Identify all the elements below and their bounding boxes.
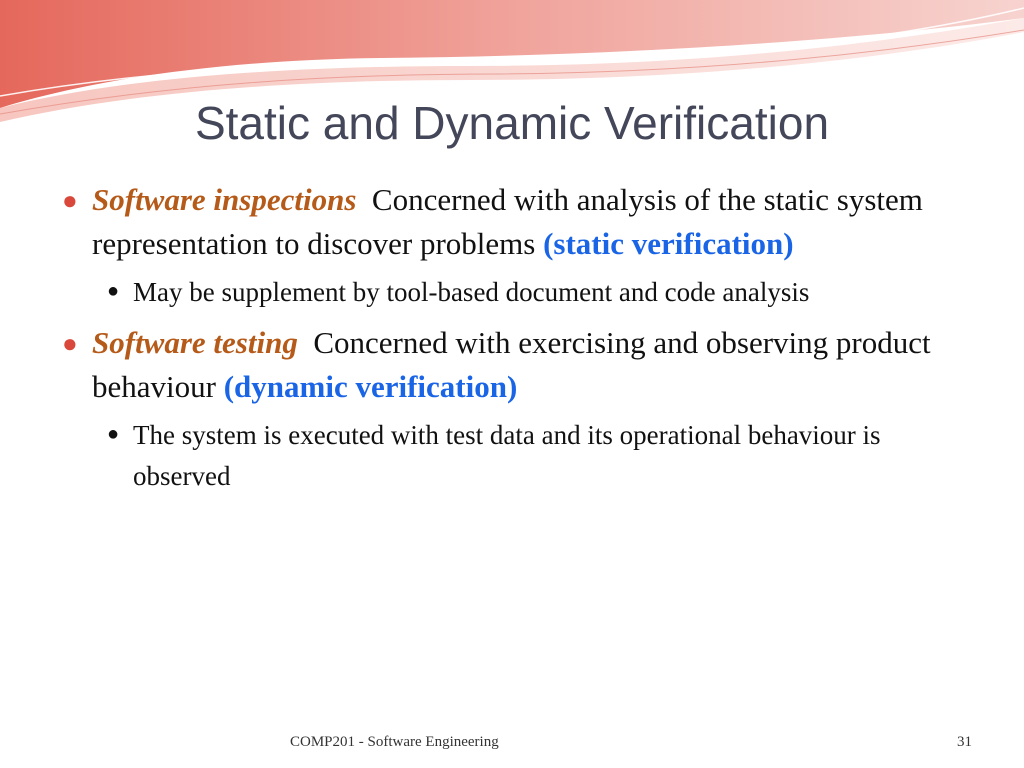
bullet-text: Concerned with analysis of the static system representation to discover problems [92, 182, 923, 261]
sub-bullet-testing [107, 415, 972, 497]
sub-bullet-text: May be supplement by tool-based document and code analysis [133, 277, 810, 307]
bullet-software-testing [62, 321, 972, 409]
slide-content [62, 178, 972, 505]
bullet-dot-icon: ● [62, 329, 78, 358]
bullet-term: Software inspections [92, 182, 357, 217]
sub-bullet-dot-icon: ● [107, 423, 120, 445]
bullet-highlight: (dynamic verification) [223, 369, 518, 404]
footer-course: COMP201 - Software Engineering [290, 734, 499, 750]
bullet-dot-icon: ● [62, 186, 78, 215]
sub-bullet-text: The system is executed with test data and its operational behaviour is observed [133, 420, 881, 491]
slide-title: Static and Dynamic Verification [194, 97, 830, 149]
sub-bullet-dot-icon: ● [107, 280, 120, 302]
bullet-software-inspections [62, 178, 972, 266]
bullet-highlight: (static verification) [543, 226, 794, 261]
sub-bullet-inspections [107, 272, 972, 313]
bullet-text: Concerned with exercising and observing product behaviour [92, 325, 931, 404]
bullet-term: Software testing [92, 325, 298, 360]
page-number: 31 [957, 734, 972, 750]
